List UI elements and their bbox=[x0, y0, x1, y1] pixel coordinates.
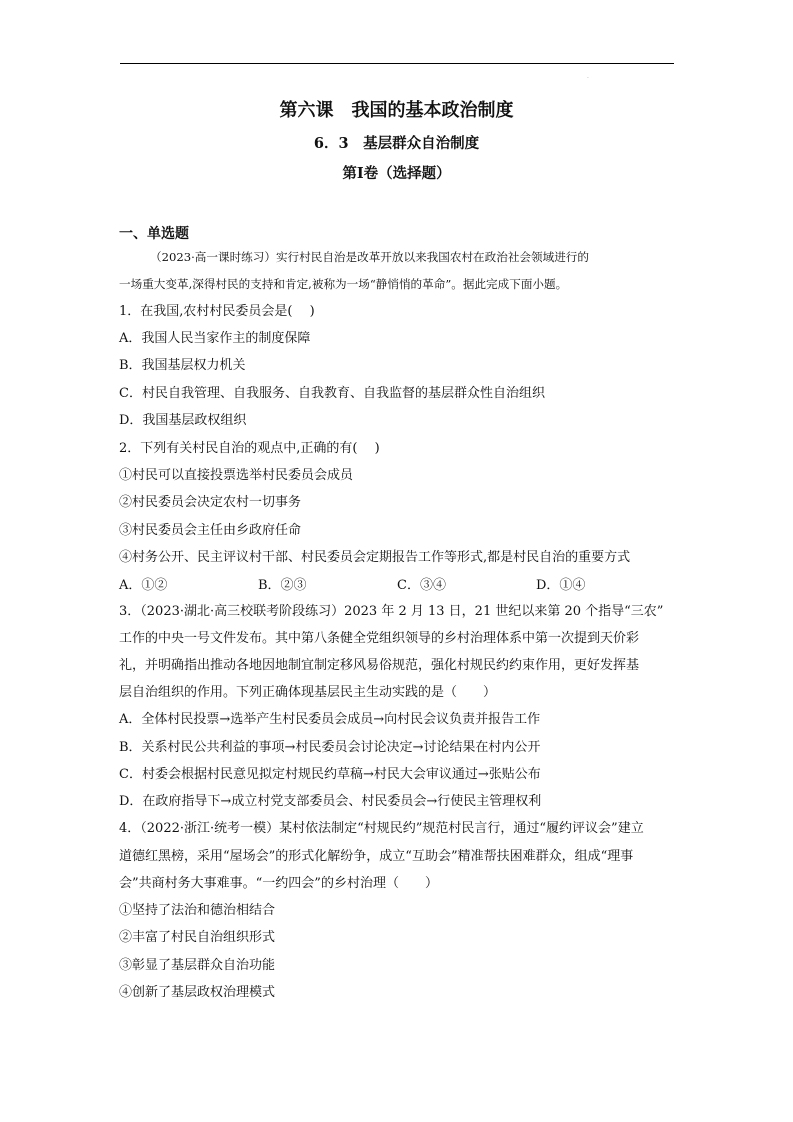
q4-stem-line-1: 4．（2022·浙江·统考一模）某村依法制定“村规民约”规范村民言行，通过“履约评议会”建立 bbox=[119, 821, 644, 836]
q2-statement-4: ④村务公开、民主评议村干部、村民委员会定期报告工作等形式,都是村民自治的重要方式 bbox=[119, 550, 631, 565]
q4-stem-line-3: 会”共商村务大事难事。“一约四会”的乡村治理（ ） bbox=[119, 876, 438, 891]
volume-title: 第Ⅰ卷（选择题） bbox=[342, 165, 451, 182]
header-rule bbox=[120, 63, 674, 64]
q3-option-c[interactable]: C．村委会根据村民意见拟定村规民约草稿→村民大会审议通过→张贴公布 bbox=[119, 767, 541, 782]
q2-option-d[interactable]: D．①④ bbox=[536, 578, 586, 593]
q2-option-c[interactable]: C．③④ bbox=[397, 578, 446, 593]
q3-option-b[interactable]: B．关系村民公共利益的事项→村民委员会讨论决定→讨论结果在村内公开 bbox=[119, 740, 541, 755]
q4-statement-1: ①坚持了法治和德治相结合 bbox=[119, 903, 276, 918]
material-line-2: 一场重大变革,深得村民的支持和肯定,被称为一场“静悄悄的革命”。据此完成下面小题。 bbox=[119, 277, 568, 291]
q3-stem-line-2: 工作的中央一号文件发布。其中第八条健全党组织领导的乡村治理体系中第一次提到天价彩 bbox=[119, 631, 640, 646]
q4-statement-3: ③彰显了基层群众自治功能 bbox=[119, 958, 276, 973]
q1-option-a[interactable]: A．我国人民当家作主的制度保障 bbox=[119, 331, 311, 346]
q2-statement-3: ③村民委员会主任由乡政府任命 bbox=[119, 523, 302, 538]
q2-statement-2: ②村民委员会决定农村一切事务 bbox=[119, 495, 302, 510]
section-title: 6．3 基层群众自治制度 bbox=[313, 135, 480, 152]
q4-stem-line-2: 道德红黑榜，采用“屋场会”的形式化解纷争，成立“互助会”精准帮扶困难群众，组成“理事 bbox=[119, 849, 634, 864]
q3-stem-line-4: 层自治组织的作用。下列正确体现基层民主生动实践的是（ ） bbox=[119, 685, 497, 700]
lesson-title: 第六课 我国的基本政治制度 bbox=[279, 100, 514, 121]
q2-statement-1: ①村民可以直接投票选举村民委员会成员 bbox=[119, 468, 354, 483]
corner-mark: . bbox=[587, 73, 589, 80]
q4-statement-4: ④创新了基层政权治理模式 bbox=[119, 985, 276, 1000]
q3-stem-line-3: 礼，并明确指出推动各地因地制宜制定移风易俗规范，强化村规民约约束作用，更好发挥基 bbox=[119, 658, 640, 673]
q2-option-a[interactable]: A．①② bbox=[119, 578, 168, 593]
q1-option-d[interactable]: D．我国基层政权组织 bbox=[119, 413, 247, 428]
q1-option-c[interactable]: C．村民自我管理、自我服务、自我教育、自我监督的基层群众性自治组织 bbox=[119, 386, 545, 401]
q2-stem: 2．下列有关村民自治的观点中,正确的有( ) bbox=[119, 441, 380, 456]
q3-option-d[interactable]: D．在政府指导下→成立村党支部委员会、村民委员会→行使民主管理权利 bbox=[119, 794, 542, 809]
material-line-1: （2023·高一课时练习）实行村民自治是改革开放以来我国农村在政治社会领域进行的 bbox=[150, 250, 589, 264]
q4-statement-2: ②丰富了村民自治组织形式 bbox=[119, 930, 276, 945]
section-heading: 一、单选题 bbox=[119, 226, 189, 242]
q1-option-b[interactable]: B．我国基层权力机关 bbox=[119, 358, 246, 373]
q2-option-b[interactable]: B．②③ bbox=[258, 578, 307, 593]
q1-stem: 1．在我国,农村村民委员会是( ) bbox=[119, 304, 315, 319]
q3-option-a[interactable]: A．全体村民投票→选举产生村民委员会成员→向村民会议负责并报告工作 bbox=[119, 712, 541, 727]
q3-stem-line-1: 3．（2023·湖北·高三校联考阶段练习）2023 年 2 月 13 日，21 世纪以来第 20 个指导“三农” bbox=[119, 604, 664, 619]
